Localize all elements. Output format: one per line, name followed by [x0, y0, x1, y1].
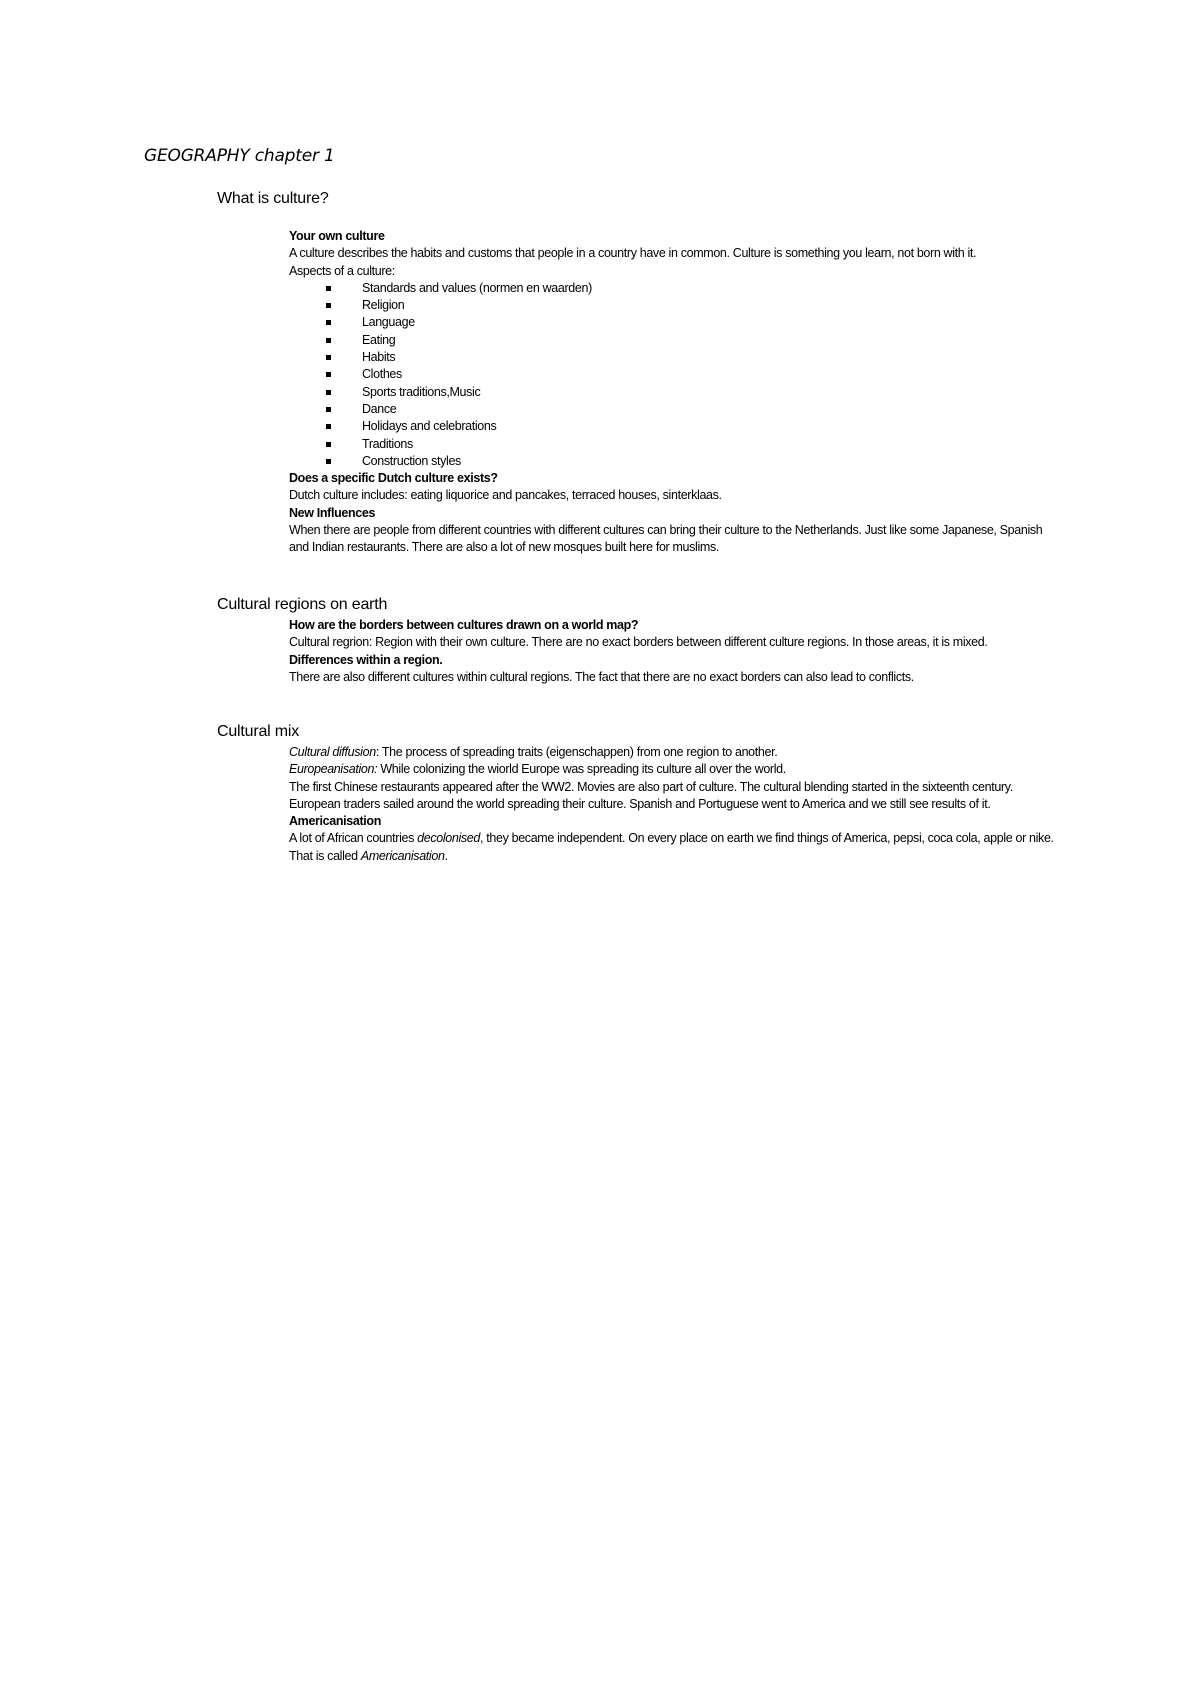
subheading-your-own-culture: Your own culture: [289, 229, 385, 243]
list-item: [289, 384, 1064, 401]
list-item-text: Language: [362, 315, 415, 330]
list-item: [289, 332, 1064, 349]
list-item-text: Habits: [362, 350, 396, 365]
term-europeanisation-text: While colonizing the wiorld Europe was spreading its culture all over the world.: [377, 762, 786, 777]
section-heading-what-is-culture: What is culture?: [217, 190, 329, 207]
term-americanisation: Americanisation: [360, 848, 445, 863]
list-item-text: Eating: [362, 332, 396, 347]
bullet-icon: [326, 390, 331, 395]
section-heading-cultural-regions: Cultural regions on earth: [217, 596, 388, 613]
bullet-icon: [326, 286, 331, 291]
paragraph-new-influences: When there are people from different countries with different cultures can bring their culture to the Netherlands. Just like some Japanese, Spanish and Indian restaurants. There are also a lot of new mosques built here for muslims.: [289, 523, 1043, 555]
list-item: [289, 453, 1064, 470]
paragraph-aspects-intro: Aspects of a culture:: [289, 263, 395, 278]
paragraph-cultural-diffusion: [289, 744, 1064, 761]
list-item: [289, 401, 1064, 418]
americanisation-text-c: .: [444, 848, 448, 863]
term-europeanisation: Europeanisation:: [289, 762, 378, 777]
aspects-list: [289, 280, 1064, 470]
list-item-text: Standards and values (normen en waarden): [362, 280, 592, 295]
section-body-what-is-culture: [289, 228, 1064, 557]
paragraph-americanisation: [289, 830, 1064, 865]
list-item-text: Construction styles: [362, 453, 461, 468]
list-item: [289, 436, 1064, 453]
bullet-icon: [326, 407, 331, 412]
bullet-icon: [326, 372, 331, 377]
americanisation-text-a: A lot of African countries: [289, 831, 418, 846]
subheading-dutch-culture: Does a specific Dutch culture exists?: [289, 471, 498, 486]
list-item: [289, 297, 1064, 314]
list-item-text: Religion: [362, 298, 405, 313]
section-body-cultural-regions: [289, 617, 1064, 686]
paragraph-cultural-blending: The first Chinese restaurants appeared after the WW2. Movies are also part of culture. The cultural blending started in the sixteenth century. European traders sailed around the world spreading their culture. Spanish and Portuguese went to America and we still see results of it.: [289, 779, 1013, 811]
subheading-differences: Differences within a region.: [289, 652, 443, 667]
paragraph-europeanisation: [289, 761, 1064, 778]
bullet-icon: [326, 355, 331, 360]
list-item: [289, 280, 1064, 297]
document-title: GEOGRAPHY chapter 1: [144, 146, 335, 166]
list-item-text: Dance: [362, 401, 397, 416]
list-item-text: Holidays and celebrations: [362, 419, 497, 434]
list-item: [289, 349, 1064, 366]
americanisation-text-b: , they became independent. On every place on earth we find things of America, pepsi, coca cola, apple or nike. That is called: [289, 831, 1054, 863]
list-item: [289, 418, 1064, 435]
paragraph-dutch-culture: Dutch culture includes: eating liquorice and pancakes, terraced houses, sinterklaas.: [289, 488, 722, 503]
list-item: [289, 366, 1064, 383]
term-cultural-diffusion: Cultural diffusion: [289, 745, 376, 759]
bullet-icon: [326, 320, 331, 325]
bullet-icon: [326, 303, 331, 308]
bullet-icon: [326, 424, 331, 429]
paragraph-culture-definition: A culture describes the habits and customs that people in a country have in common. Culture is something you learn, not born with it.: [289, 246, 977, 261]
subheading-new-influences: New Influences: [289, 505, 376, 520]
subheading-borders: How are the borders between cultures drawn on a world map?: [289, 618, 639, 632]
list-item-text: Clothes: [362, 367, 402, 382]
subheading-americanisation: Americanisation: [289, 814, 382, 829]
paragraph-differences: There are also different cultures within cultural regions. The fact that there are no exact borders can also lead to conflicts.: [289, 669, 914, 684]
paragraph-cultural-region: Cultural regrion: Region with their own culture. There are no exact borders between different culture regions. In those areas, it is mixed.: [289, 635, 988, 650]
list-item: [289, 314, 1064, 331]
section-heading-cultural-mix: Cultural mix: [217, 723, 300, 740]
section-body-cultural-mix: [289, 744, 1064, 865]
list-item-text: Sports traditions,Music: [362, 384, 481, 399]
bullet-icon: [326, 338, 331, 343]
term-cultural-diffusion-text: : The process of spreading traits (eigenschappen) from one region to another.: [375, 745, 778, 759]
term-decolonised: decolonised: [417, 831, 480, 846]
bullet-icon: [326, 442, 331, 447]
bullet-icon: [326, 459, 331, 464]
list-item-text: Traditions: [362, 436, 413, 451]
